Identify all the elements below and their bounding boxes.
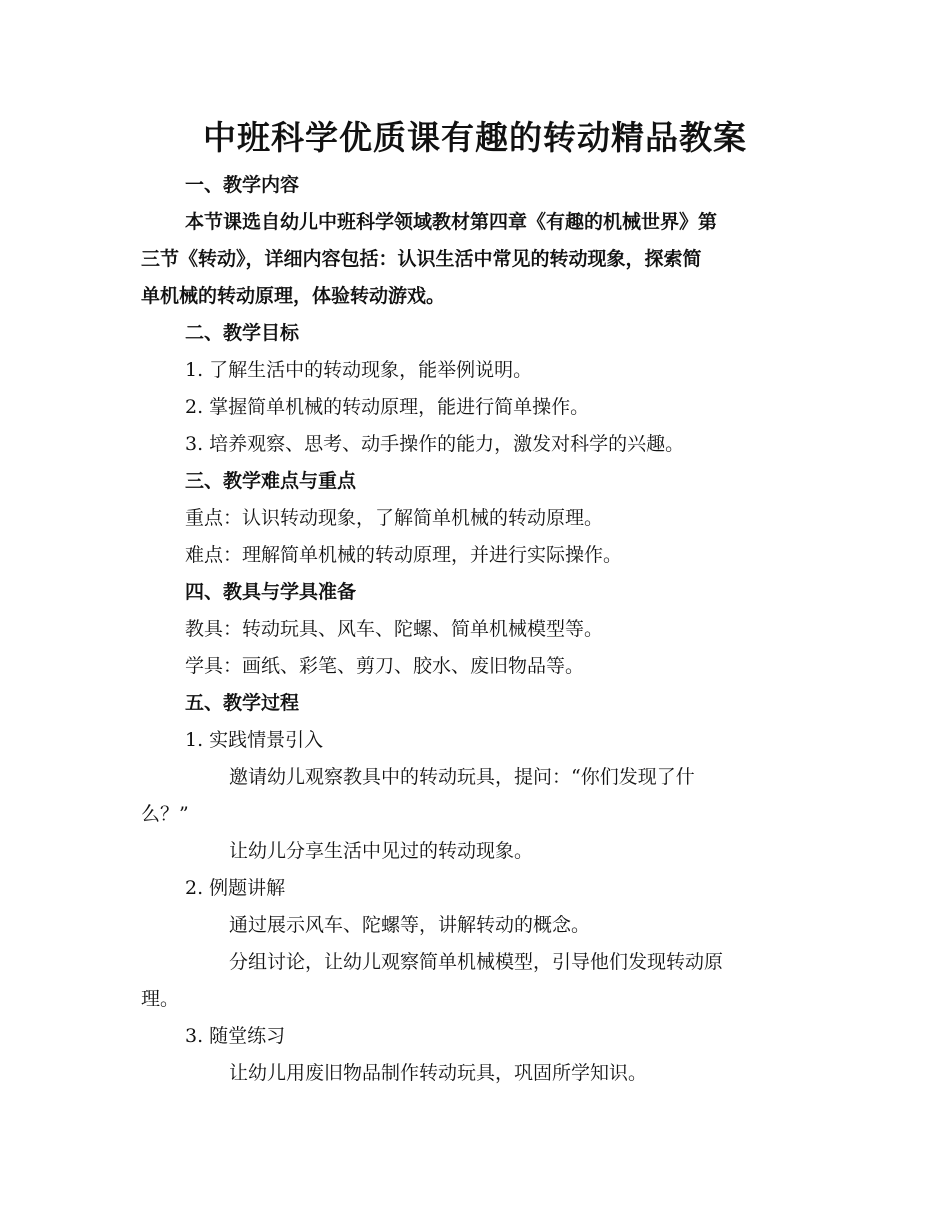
document-title: 中班科学优质课有趣的转动精品教案: [203, 118, 747, 157]
content-line-1: 本节课选自幼儿中班科学领域教材第四章《有趣的机械世界》第: [185, 211, 718, 233]
process-step-1-paragraph-1-line-1: 邀请幼儿观察教具中的转动玩具，提问：“你们发现了什: [229, 766, 695, 788]
content-line-3: 单机械的转动原理，体验转动游戏。: [141, 285, 446, 307]
key-point-difficulty: 难点：理解简单机械的转动原理，并进行实际操作。: [185, 544, 623, 566]
materials-student: 学具：画纸、彩笔、剪刀、胶水、废旧物品等。: [185, 655, 585, 677]
materials-teacher: 教具：转动玩具、风车、陀螺、简单机械模型等。: [185, 618, 604, 640]
process-step-1-paragraph-1-line-2: 么？”: [141, 803, 189, 825]
section-heading-key-points: 三、教学难点与重点: [185, 470, 357, 492]
section-heading-content: 一、教学内容: [185, 174, 300, 196]
process-step-1-paragraph-2: 让幼儿分享生活中见过的转动现象。: [229, 840, 534, 862]
section-heading-goals: 二、教学目标: [185, 322, 300, 344]
process-step-2-paragraph-2-line-2: 理。: [141, 988, 180, 1010]
goal-item-3: 3. 培养观察、思考、动手操作的能力，激发对科学的兴趣。: [185, 433, 685, 455]
goal-item-2: 2. 掌握简单机械的转动原理，能进行简单操作。: [185, 396, 590, 418]
section-heading-materials: 四、教具与学具准备: [185, 581, 357, 603]
goal-item-1: 1. 了解生活中的转动现象，能举例说明。: [185, 359, 533, 381]
process-step-2-paragraph-1: 通过展示风车、陀螺等，讲解转动的概念。: [229, 914, 591, 936]
process-step-3-paragraph-1: 让幼儿用废旧物品制作转动玩具，巩固所学知识。: [229, 1062, 648, 1084]
key-point-focus: 重点：认识转动现象，了解简单机械的转动原理。: [185, 507, 604, 529]
content-line-2: 三节《转动》，详细内容包括：认识生活中常见的转动现象，探索简: [141, 248, 702, 270]
process-step-3-label: 3. 随堂练习: [185, 1025, 286, 1047]
process-step-1-label: 1. 实践情景引入: [185, 729, 324, 751]
process-step-2-paragraph-2-line-1: 分组讨论，让幼儿观察简单机械模型，引导他们发现转动原: [229, 951, 724, 973]
process-step-2-label: 2. 例题讲解: [185, 877, 286, 899]
section-heading-process: 五、教学过程: [185, 692, 300, 714]
